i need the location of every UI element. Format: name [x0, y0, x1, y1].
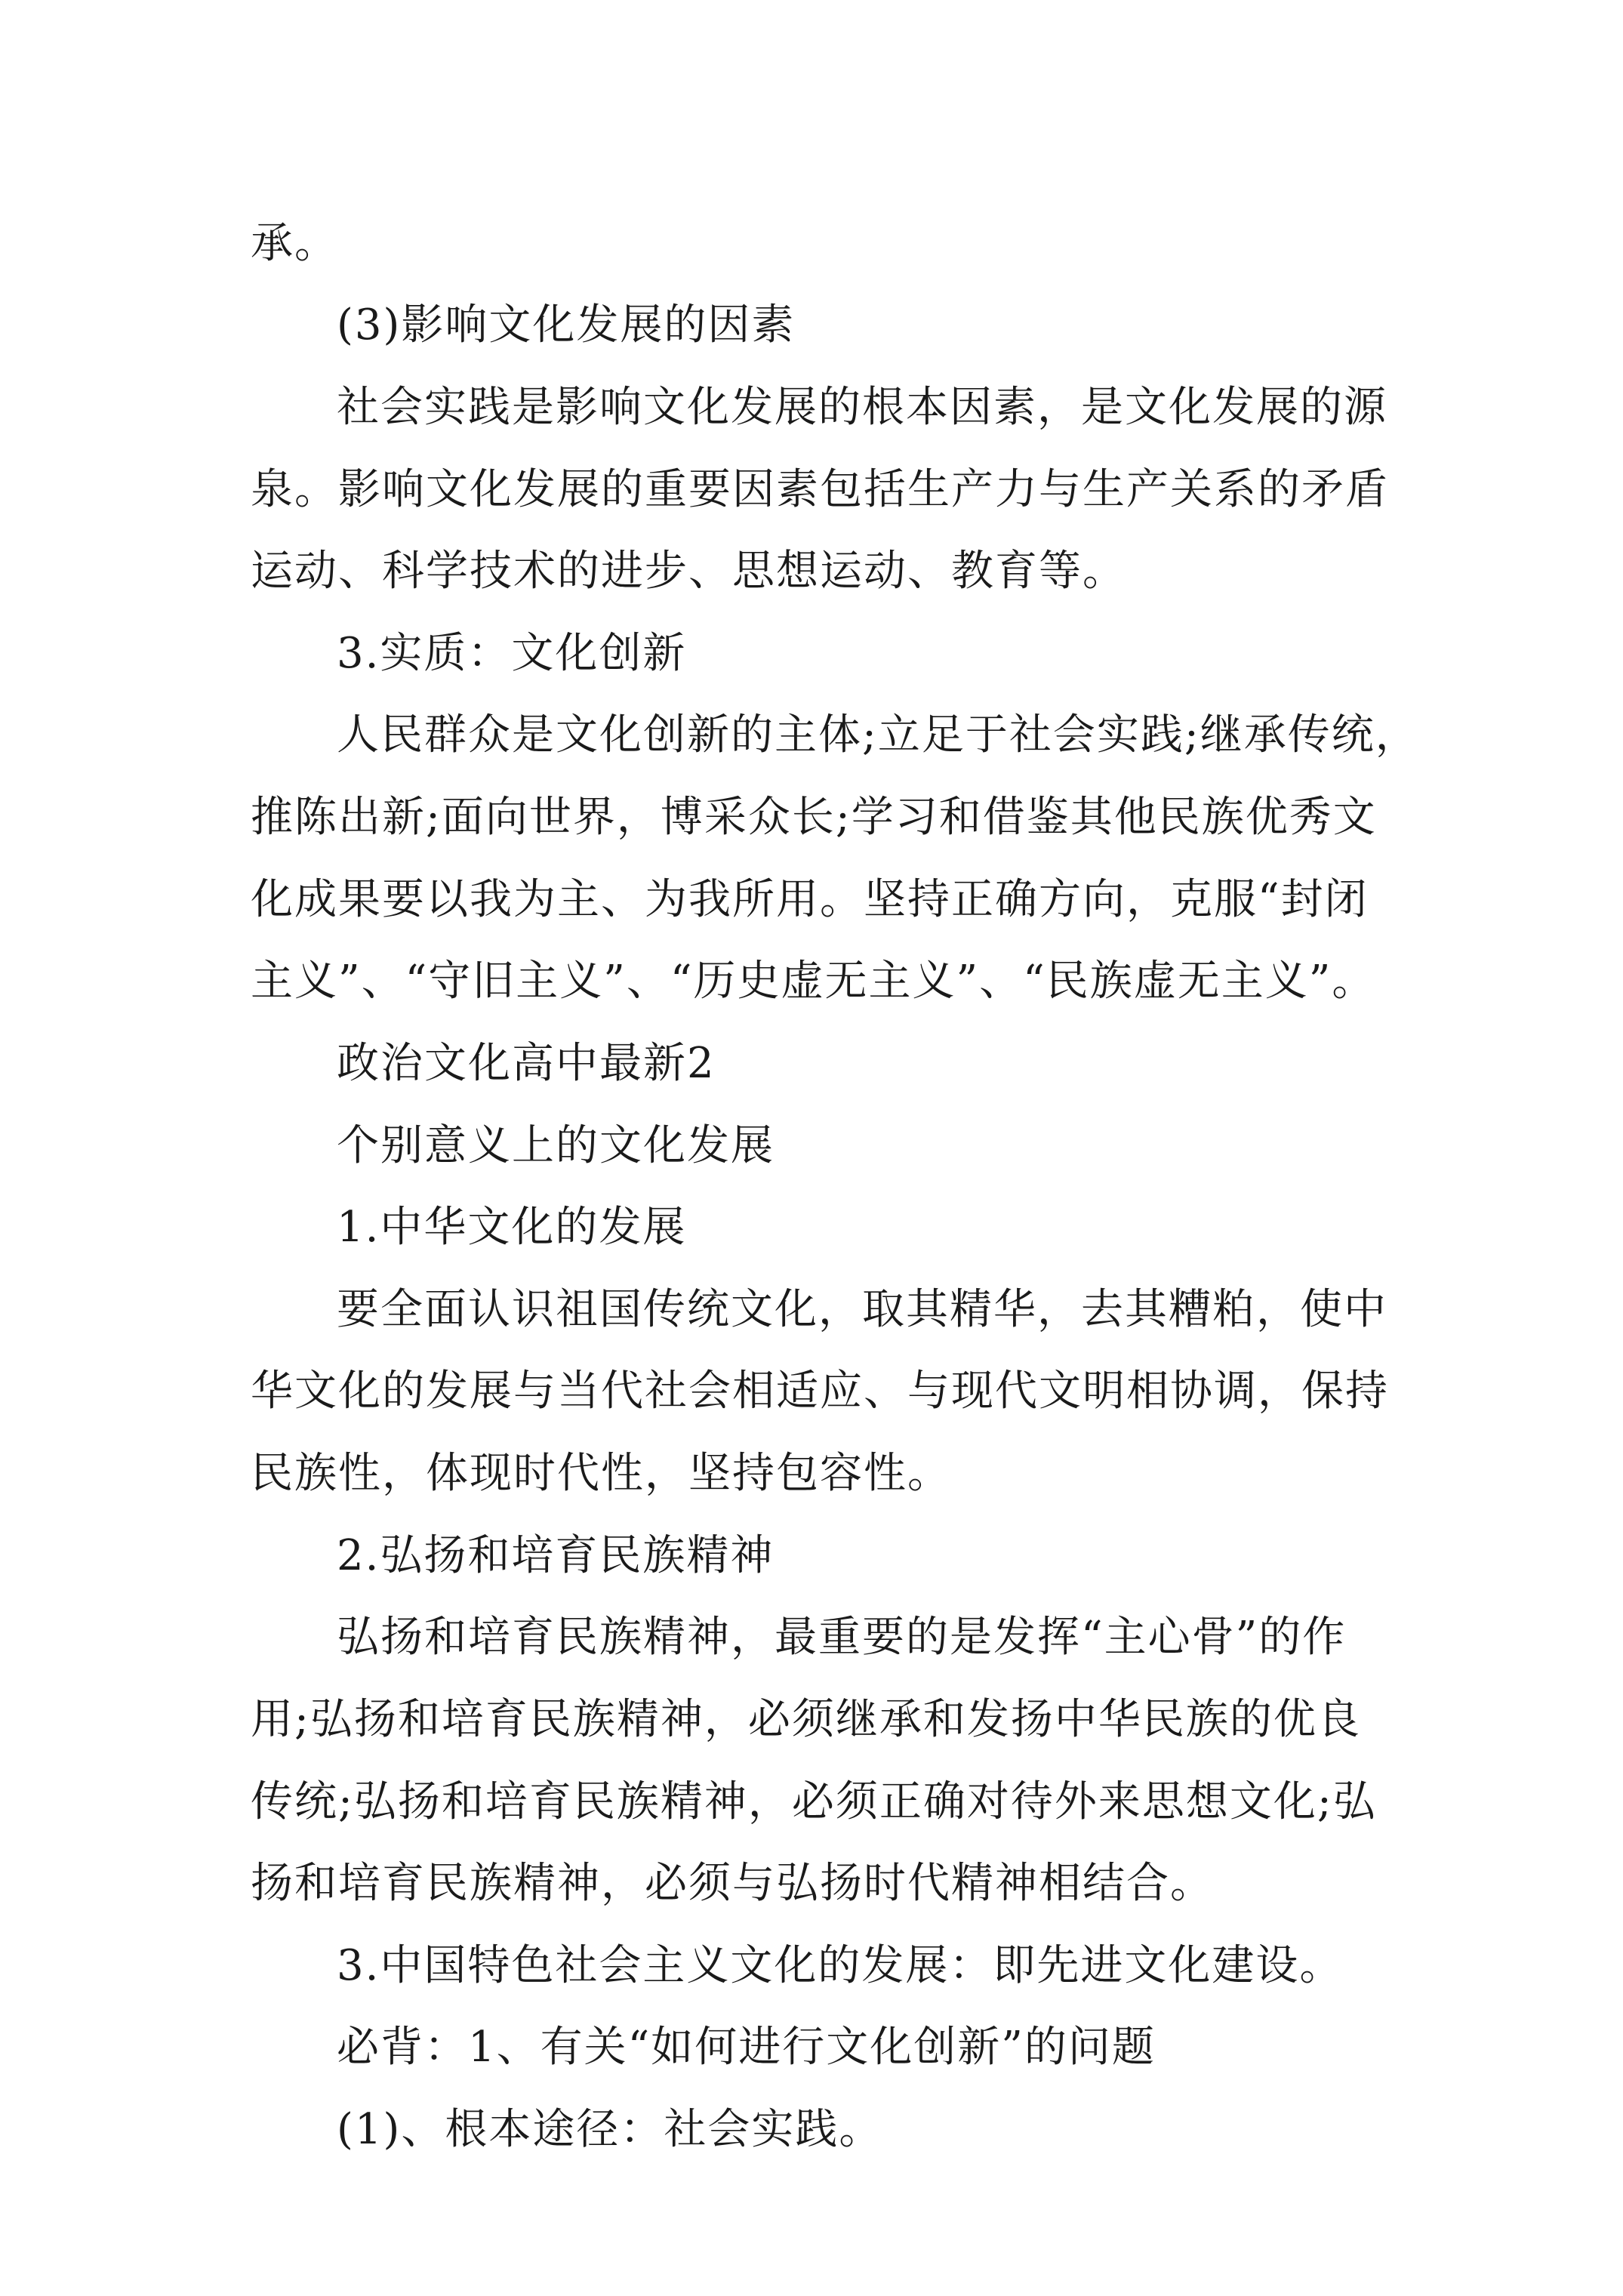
section-heading: 2.弘扬和培育民族精神	[337, 1531, 775, 1580]
section-heading: 3.中国特色社会主义文化的发展：即先进文化建设。	[337, 1941, 1344, 1990]
section-heading: 个别意义上的文化发展	[337, 1121, 775, 1170]
paragraph-line: 主义”、“守旧主义”、“历史虚无主义”、“民族虚无主义”。	[251, 957, 1376, 1006]
paragraph-line: 传统;弘扬和培育民族精神，必须正确对待外来思想文化;弘	[251, 1777, 1377, 1826]
section-heading: (3)影响文化发展的因素	[337, 300, 796, 350]
section-heading: 1.中华文化的发展	[337, 1203, 687, 1252]
paragraph-line: 泉。影响文化发展的重要因素包括生产力与生产关系的矛盾	[251, 465, 1389, 514]
paragraph-line: 推陈出新;面向世界，博采众长;学习和借鉴其他民族优秀文	[251, 793, 1377, 842]
paragraph-line: 社会实践是影响文化发展的根本因素，是文化发展的源	[337, 383, 1387, 432]
paragraph-line: 民族性，体现时代性，坚持包容性。	[251, 1449, 951, 1498]
paragraph-line: 运动、科学技术的进步、思想运动、教育等。	[251, 547, 1126, 596]
paragraph-line: 化成果要以我为主、为我所用。坚持正确方向，克服“封闭	[251, 875, 1369, 924]
paragraph-line: 用;弘扬和培育民族精神，必须继承和发扬中华民族的优良	[251, 1695, 1361, 1744]
paragraph-line: 扬和培育民族精神，必须与弘扬时代精神相结合。	[251, 1859, 1214, 1908]
paragraph-line: 人民群众是文化创新的主体;立足于社会实践;继承传统，	[337, 710, 1419, 760]
paragraph-line: 要全面认识祖国传统文化，取其精华，去其糟粕，使中	[337, 1285, 1387, 1334]
section-title: 政治文化高中最新2	[337, 1039, 716, 1088]
text-line: 承。	[251, 219, 338, 268]
section-heading: 必背：1、有关“如何进行文化创新”的问题	[337, 2023, 1156, 2072]
paragraph-line: (1)、根本途径：社会实践。	[337, 2105, 883, 2154]
paragraph-line: 弘扬和培育民族精神，最重要的是发挥“主心骨”的作	[337, 1613, 1347, 1662]
paragraph-line: 华文化的发展与当代社会相适应、与现代文明相协调，保持	[251, 1367, 1389, 1416]
section-heading: 3.实质：文化创新	[337, 629, 687, 678]
